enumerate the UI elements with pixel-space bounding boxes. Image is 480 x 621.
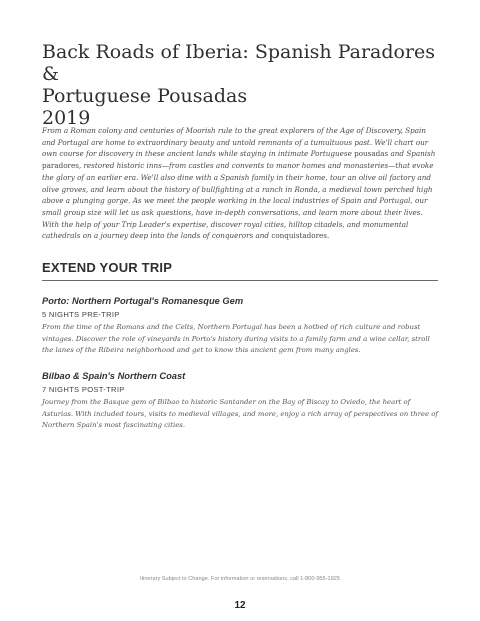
page-title (42, 41, 452, 129)
extension-title: Bilbao & Spain's Northern Coast (42, 371, 186, 381)
intro-term-paradores: paradores (42, 161, 79, 171)
extend-trip-heading: EXTEND YOUR TRIP (42, 260, 438, 281)
intro-text-2: and Spanish (388, 149, 436, 159)
extension-porto (42, 295, 438, 357)
title-line-2: Portuguese Pousadas (42, 85, 248, 107)
extension-description: From the time of the Romans and the Celts, Northern Portugal has been a hotbed of rich culture and robust vintages. Discover the role of vineyards in Porto's history during visits to a family farm and a wine cellar, stroll the lanes of the Ribeira neighborhood and get to know this ancient gem from many angles. (42, 323, 430, 355)
page-number: 12 (234, 600, 246, 611)
extension-title: Porto: Northern Portugal's Romanesque Gem (42, 296, 244, 306)
title-year: 2019 (42, 107, 91, 129)
intro-text-3: , restored historic inns—from castles and convents to manor homes and monasteries—that evoke the glory of an earlier era. We'll also dine with a Spanish family in their home, tour an olive oil factory and olive groves, and learn about the history of bullfighting at a ranch in Ronda, a medieval town perched high above a plunging gorge. As we meet the people working in the local industries of Spain and Portugal, our small group size will let us ask questions, have in-depth conversations, and learn more about their lives. With the help of your Trip Leader's expertise, discover royal cities, hilltop citadels, and monumental cathedrals on a journey deep into the lands of conquerors and (42, 161, 434, 241)
intro-term-pousadas: pousadas (354, 149, 389, 159)
intro-term-conquistadores: conquistadores (271, 231, 327, 241)
extension-description: Journey from the Basque gem of Bilbao to historic Santander on the Bay of Biscay to Oviedo, the heart of Asturias. With included tours, visits to medieval villages, and more, enjoy a rich array of perspectives on three of Northern Spain's most fascinating cities. (42, 398, 438, 430)
footer-note: Itinerary Subject to Change. For information or reservations, call 1-800-955-1925 (140, 576, 340, 582)
extension-nights: 5 NIGHTS PRE-TRIP (42, 310, 120, 319)
extension-bilbao (42, 370, 438, 432)
intro-text-4: . (327, 231, 330, 241)
title-line-1: Back Roads of Iberia: Spanish Paradores & (42, 41, 436, 85)
intro-paragraph (42, 125, 438, 242)
intro-text-1: From a Roman colony and centuries of Moorish rule to the great explorers of the Age of Discovery, Spain and Portugal are home to extraordinary beauty and untold remnants of a tumultuous past. We'll chart our own course for discovery in these ancient lands while staying in intimate Portuguese (42, 126, 429, 159)
extension-nights: 7 NIGHTS POST-TRIP (42, 385, 125, 394)
